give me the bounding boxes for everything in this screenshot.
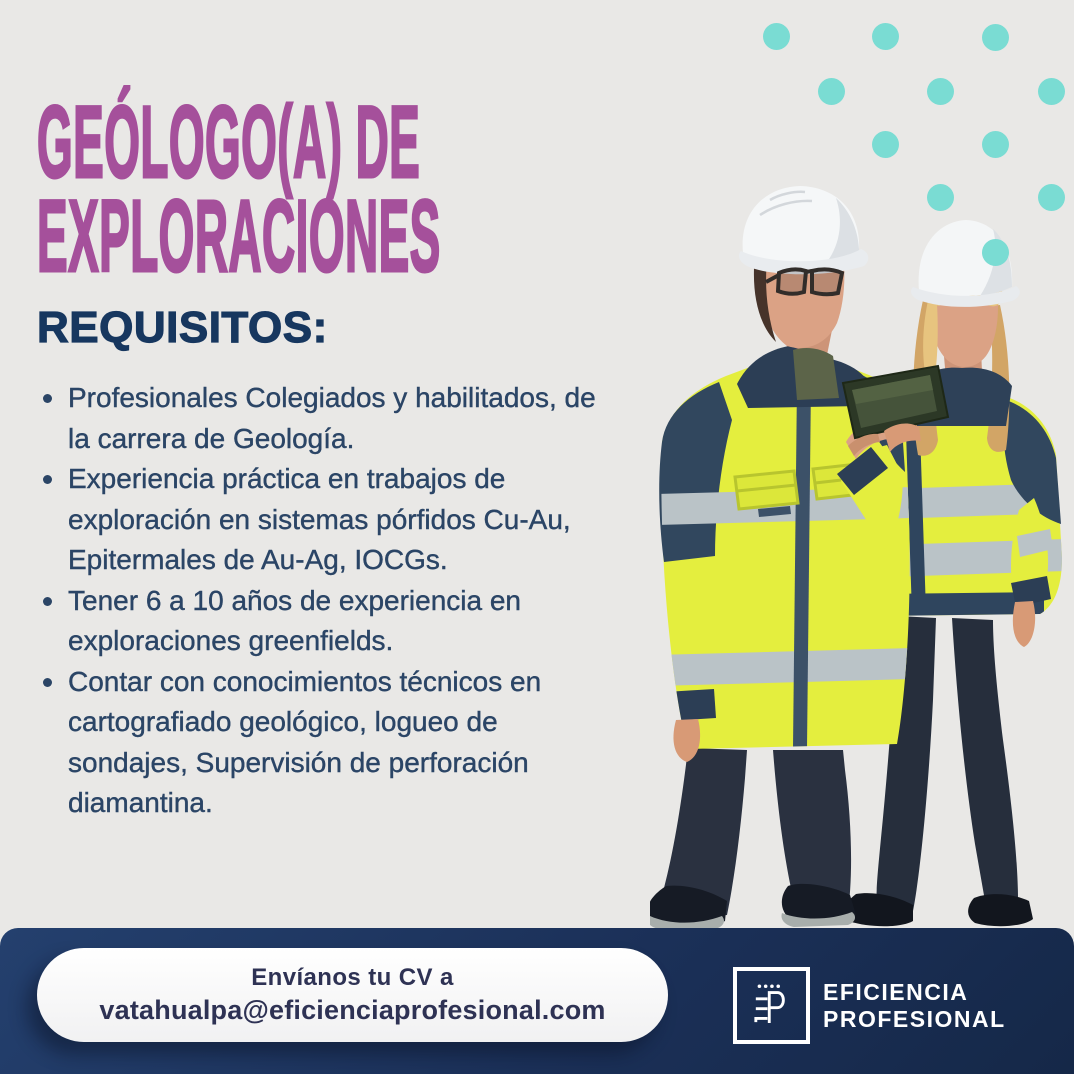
- list-item: Experiencia práctica en trabajos de exploración en sistemas pórfidos Cu-Au, Epitermales de Au-Ag, IOCGs.: [40, 459, 600, 581]
- brand-block: [733, 967, 1006, 1044]
- teal-dot: [872, 131, 899, 158]
- page-title: [37, 85, 934, 293]
- teal-dot: [818, 78, 845, 105]
- footer-bar: [0, 928, 1074, 1074]
- teal-dot: [1038, 78, 1065, 105]
- requirements-heading: REQUISITOS:: [37, 303, 328, 352]
- cv-email-button[interactable]: [37, 948, 668, 1042]
- brand-name-line-1: EFICIENCIA: [823, 978, 969, 1005]
- list-item: Contar con conocimientos técnicos en cartografiado geológico, logueo de sondajes, Supervisión de perforación diamantina.: [40, 662, 600, 824]
- teal-dot: [982, 239, 1009, 266]
- teal-dot: [982, 131, 1009, 158]
- title-line-2: EXPLORACIONES: [37, 178, 441, 293]
- teal-dot: [1038, 184, 1065, 211]
- brand-logo-frame: [733, 967, 810, 1044]
- teal-dot: [927, 78, 954, 105]
- cta-text: Envíanos tu CV a: [251, 964, 454, 991]
- teal-dot: [982, 24, 1009, 51]
- cta-email: vatahualpa@eficienciaprofesional.com: [99, 995, 606, 1025]
- ep-monogram-icon: [737, 971, 806, 1040]
- teal-dot: [872, 23, 899, 50]
- teal-dot: [763, 23, 790, 50]
- workers-photo: [650, 185, 1074, 930]
- brand-name-line-2: PROFESIONAL: [823, 1005, 1006, 1032]
- teal-dot: [927, 184, 954, 211]
- worker-man: [650, 186, 912, 929]
- requirements-list: [40, 378, 600, 824]
- brand-name: [823, 979, 1006, 1033]
- title-line-1: GEÓLOGO(A) DE: [37, 85, 421, 199]
- list-item: Tener 6 a 10 años de experiencia en exploraciones greenfields.: [40, 581, 600, 662]
- list-item: Profesionales Colegiados y habilitados, de la carrera de Geología.: [40, 378, 600, 459]
